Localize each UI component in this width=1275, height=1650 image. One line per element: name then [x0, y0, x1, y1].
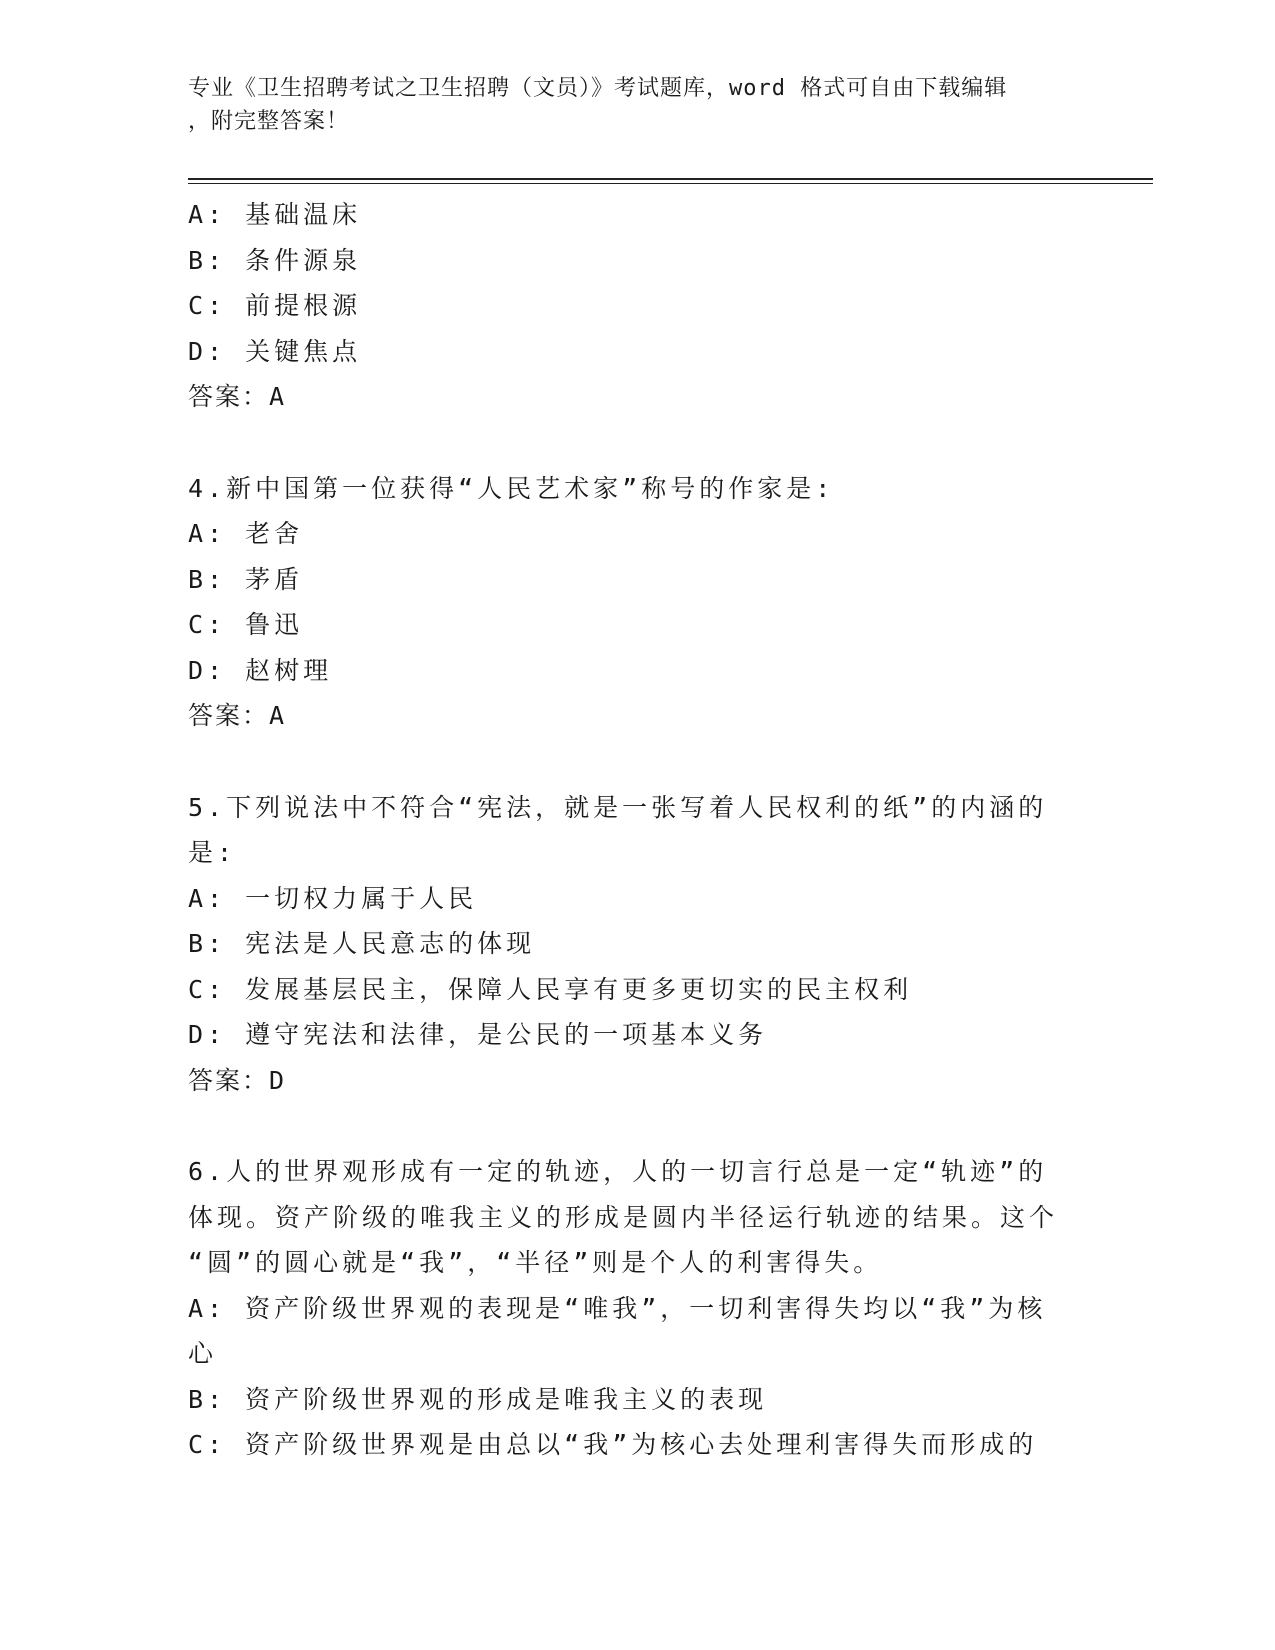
- answer-label: 答案：: [188, 382, 270, 411]
- q5-stem-line-2: 是:: [188, 838, 237, 867]
- q4-option-d: D: 赵树理: [188, 655, 333, 685]
- q4-option-b: B: 茅盾: [188, 564, 304, 594]
- question-list: [188, 192, 1088, 1468]
- q3-answer-value: A: [269, 382, 287, 411]
- q5-stem-line-1: 5.下列说法中不符合“宪法，就是一张写着人民权利的纸”的内涵的: [188, 792, 1048, 822]
- header-divider: [188, 178, 1153, 184]
- question-5: [188, 785, 1088, 1104]
- answer-label: 答案：: [188, 1065, 270, 1095]
- q4-answer-value: A: [269, 701, 287, 730]
- q3-answer: [188, 374, 1088, 420]
- q6-stem-line-3: “圆”的圆心就是“我”，“半径”则是个人的利害得失。: [188, 1248, 883, 1277]
- q4-answer: [188, 693, 1088, 739]
- q3-option-a: A: 基础温床: [188, 200, 362, 229]
- spacer: [188, 420, 1088, 466]
- spacer: [188, 739, 1088, 785]
- q5-answer-value: D: [269, 1065, 287, 1095]
- q3-option-d: D: 关键焦点: [188, 336, 362, 366]
- q5-option-c: C: 发展基层民主，保障人民享有更多更切实的民主权利: [188, 974, 913, 1004]
- document-header: [188, 72, 1068, 138]
- q5-option-b: B: 宪法是人民意志的体现: [188, 929, 536, 958]
- question-3: [188, 192, 1088, 420]
- spacer: [188, 1103, 1088, 1149]
- answer-label: 答案：: [188, 701, 270, 730]
- question-4: [188, 466, 1088, 739]
- q6-stem-line-1: 6.人的世界观形成有一定的轨迹，人的一切言行总是一定“轨迹”的: [188, 1157, 1048, 1186]
- q6-stem-line-2: 体现。资产阶级的唯我主义的形成是圆内半径运行轨迹的结果。这个: [188, 1202, 1059, 1232]
- q6-option-c: C: 资产阶级世界观是由总以“我”为核心去处理利害得失而形成的: [188, 1430, 1038, 1459]
- q5-option-d: D: 遵守宪法和法律，是公民的一项基本义务: [188, 1020, 768, 1049]
- header-title-line-2: ，附完整答案！: [188, 109, 350, 134]
- q6-option-a-line-1: A: 资产阶级世界观的表现是“唯我”，一切利害得失均以“我”为核: [188, 1293, 1047, 1323]
- q5-answer: [188, 1058, 1088, 1104]
- q4-option-a: A: 老舍: [188, 519, 304, 548]
- q6-option-a-line-2: 心: [188, 1339, 218, 1368]
- q4-option-c: C: 鲁迅: [188, 610, 304, 639]
- q3-option-b: B: 条件源泉: [188, 245, 362, 275]
- q3-option-c: C: 前提根源: [188, 291, 362, 320]
- question-6: [188, 1149, 1088, 1468]
- q4-stem: 4.新中国第一位获得“人民艺术家”称号的作家是:: [188, 473, 835, 503]
- q5-option-a: A: 一切权力属于人民: [188, 883, 478, 913]
- q6-option-b: B: 资产阶级世界观的形成是唯我主义的表现: [188, 1384, 768, 1414]
- header-title-line-1: 专业《卫生招聘考试之卫生招聘（文员）》考试题库，word 格式可自由下载编辑: [188, 76, 1008, 101]
